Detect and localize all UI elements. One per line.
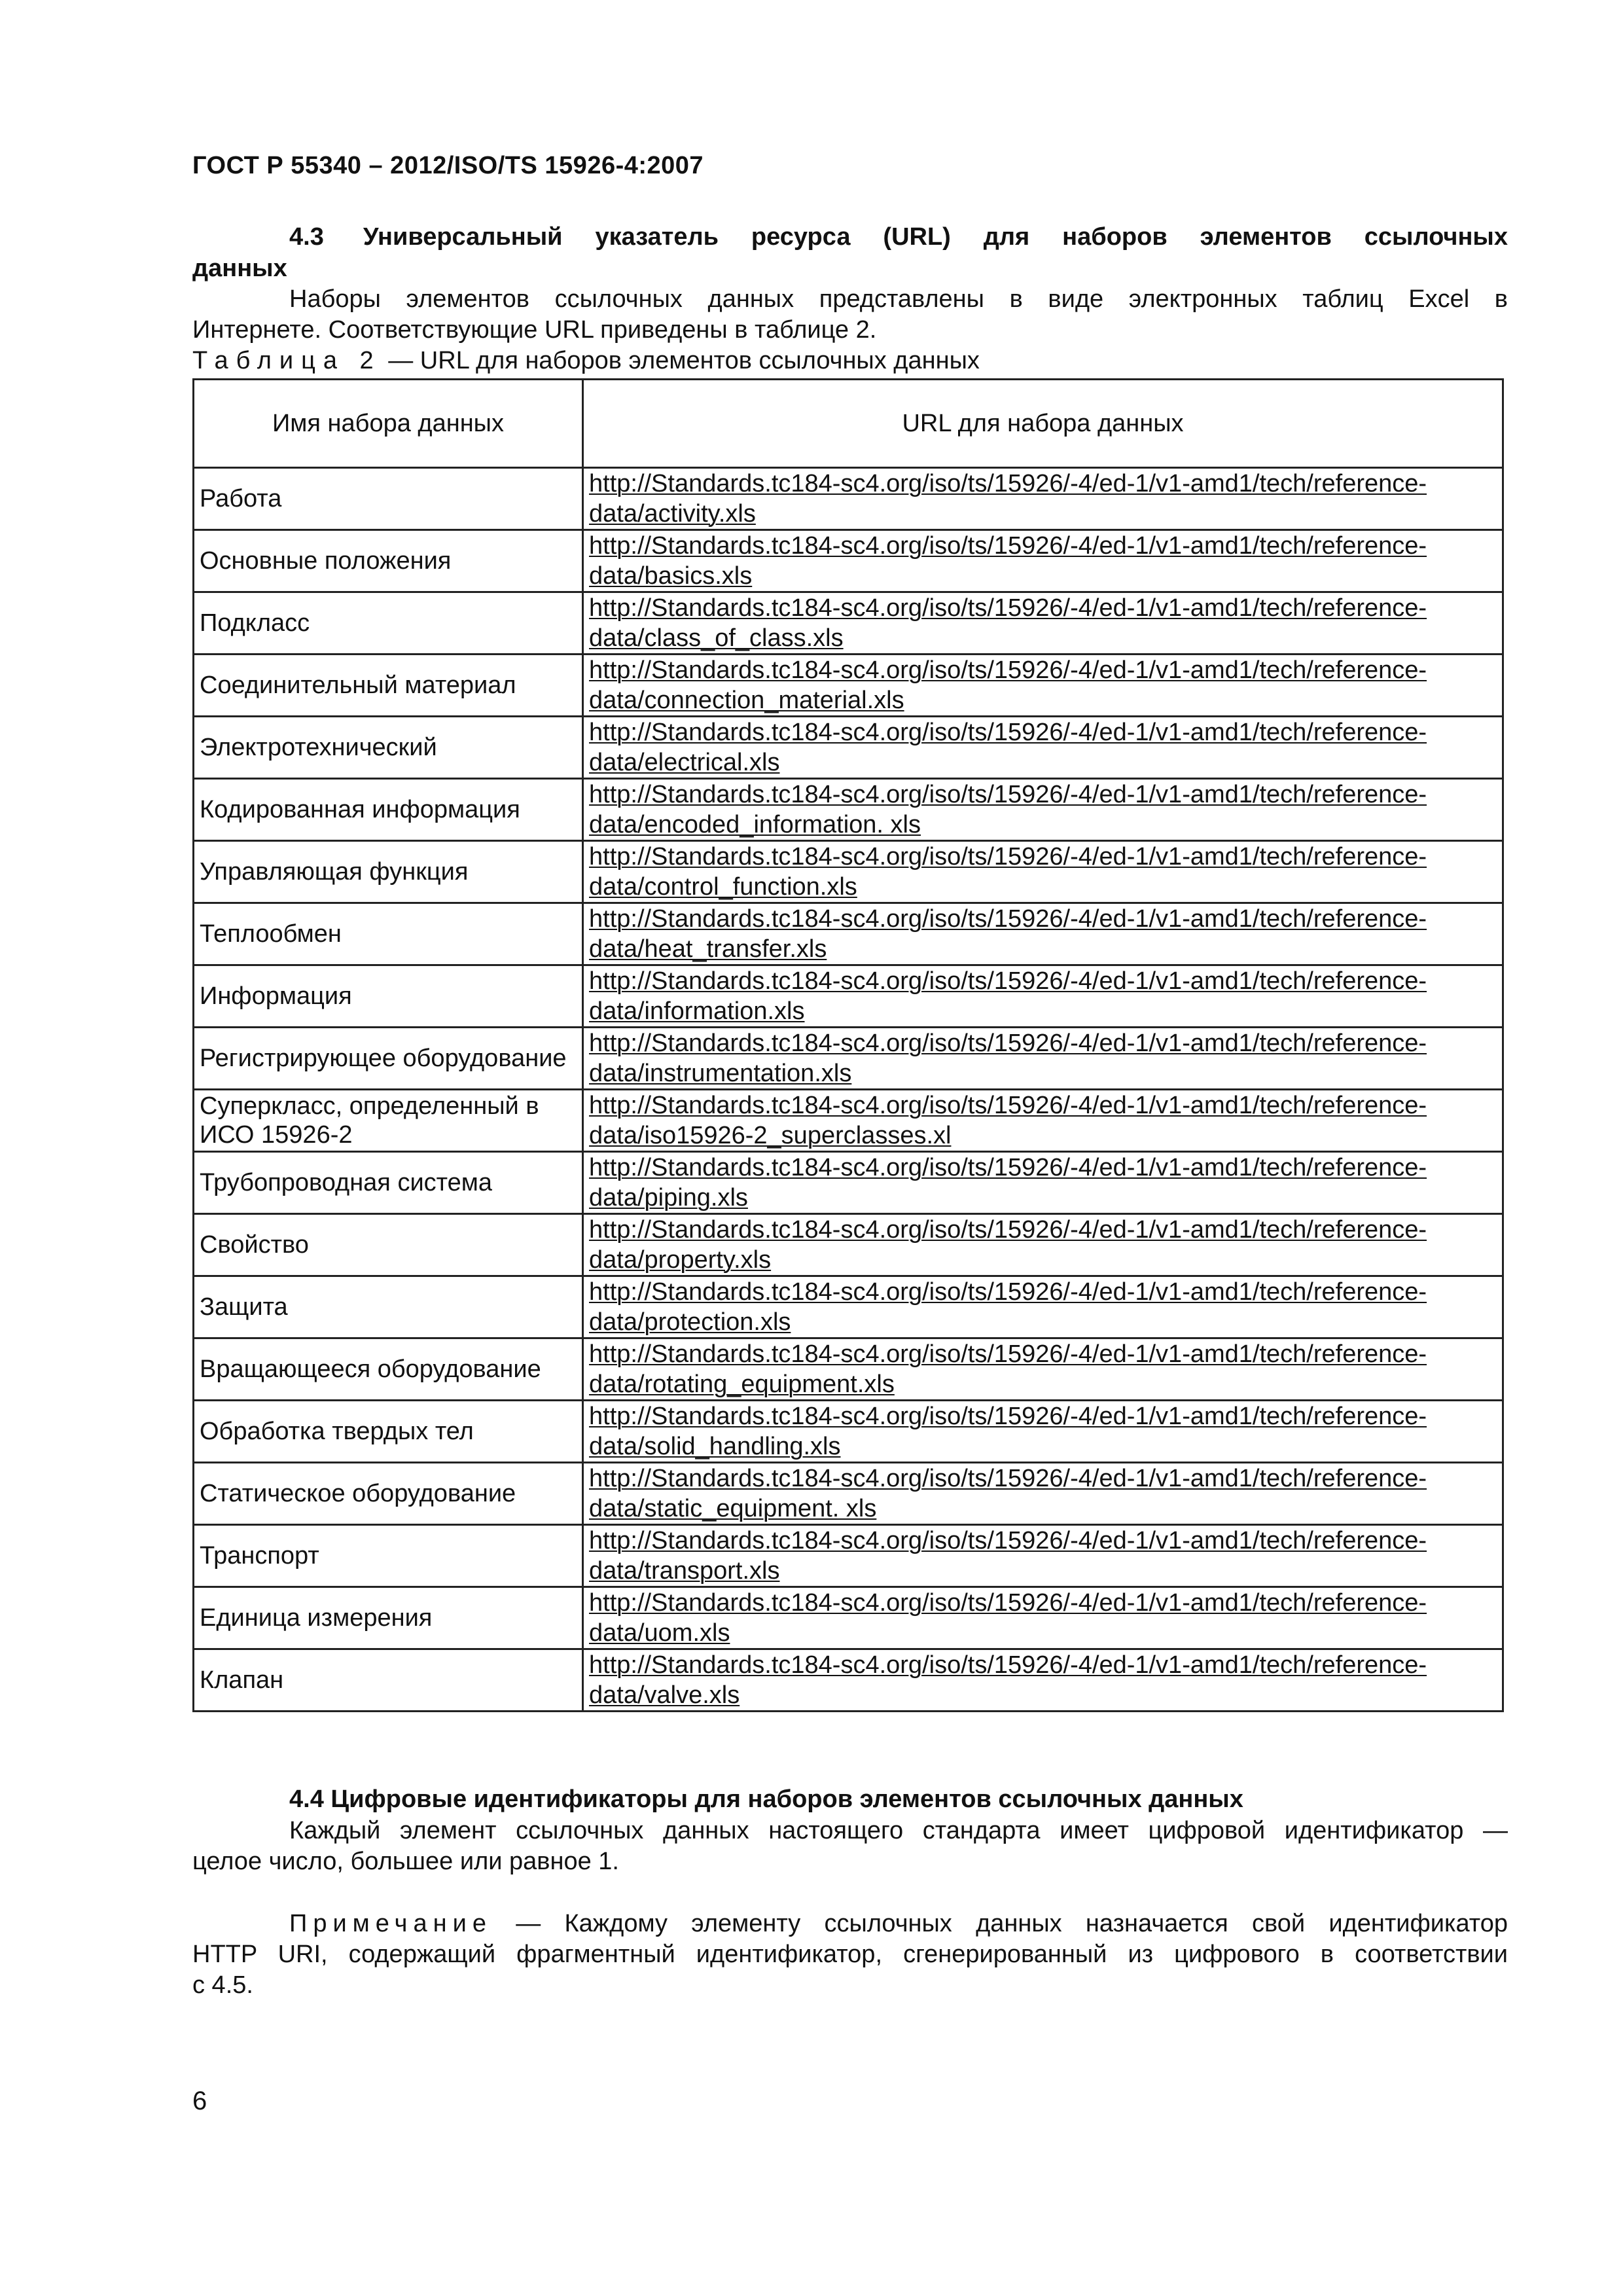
url-suffix: data/connection_material.xls: [589, 687, 904, 714]
column-header-name: Имя набора данных: [194, 380, 583, 468]
dataset-url-link[interactable]: [589, 655, 1497, 715]
url-prefix: http://Standards.tc184-sc4.org/iso/ts/15926/-4/ed-1/v1-amd1/tech/reference-: [589, 1465, 1427, 1492]
dataset-url-link[interactable]: [589, 1277, 1497, 1337]
url-suffix: data/iso15926-2_superclasses.xl: [589, 1122, 952, 1149]
table-row: [194, 1152, 1503, 1214]
dataset-url-cell: [583, 1587, 1503, 1649]
table-row: [194, 1338, 1503, 1401]
url-prefix: http://Standards.tc184-sc4.org/iso/ts/15926/-4/ed-1/v1-amd1/tech/reference-: [589, 594, 1427, 622]
dataset-name-cell: Соединительный материал: [194, 655, 583, 717]
dataset-url-link[interactable]: [589, 1153, 1497, 1213]
section-4-4-paragraph: [192, 1816, 1508, 1877]
dataset-url-link[interactable]: [589, 904, 1497, 964]
url-suffix: data/electrical.xls: [589, 749, 780, 776]
url-suffix: data/uom.xls: [589, 1619, 730, 1647]
dataset-name-cell: Работа: [194, 468, 583, 530]
url-prefix: http://Standards.tc184-sc4.org/iso/ts/15926/-4/ed-1/v1-amd1/tech/reference-: [589, 1403, 1427, 1430]
dataset-url-cell: [583, 1649, 1503, 1712]
dataset-name-cell: Электротехнический: [194, 717, 583, 779]
dataset-url-cell: [583, 841, 1503, 903]
url-suffix: data/static_equipment. xls: [589, 1495, 877, 1522]
section-4-4-heading: 4.4 Цифровые идентификаторы для наборов элементов ссылочных данных: [289, 1785, 1243, 1813]
url-prefix: http://Standards.tc184-sc4.org/iso/ts/15926/-4/ed-1/v1-amd1/tech/reference-: [589, 1651, 1427, 1679]
url-suffix: data/basics.xls: [589, 562, 753, 590]
dataset-name-cell: Суперкласс, определенный в ИСО 15926-2: [194, 1090, 583, 1152]
dataset-name-cell: Основные положения: [194, 530, 583, 592]
table-row: [194, 655, 1503, 717]
dataset-name-cell: Обработка твердых тел: [194, 1401, 583, 1463]
table-row: [194, 1214, 1503, 1276]
url-suffix: data/encoded_information. xls: [589, 811, 921, 838]
dataset-url-link[interactable]: [589, 1463, 1497, 1524]
table-body: [194, 468, 1503, 1712]
table-row: [194, 1463, 1503, 1525]
table-row: [194, 592, 1503, 655]
url-prefix: http://Standards.tc184-sc4.org/iso/ts/15926/-4/ed-1/v1-amd1/tech/reference-: [589, 1216, 1427, 1244]
url-prefix: http://Standards.tc184-sc4.org/iso/ts/15926/-4/ed-1/v1-amd1/tech/reference-: [589, 656, 1427, 684]
url-prefix: http://Standards.tc184-sc4.org/iso/ts/15926/-4/ed-1/v1-amd1/tech/reference-: [589, 905, 1427, 933]
dataset-url-link[interactable]: [589, 1588, 1497, 1648]
paragraph-line1: Наборы элементов ссылочных данных представлены в виде электронных таблиц Excel в: [289, 285, 1508, 313]
dataset-url-link[interactable]: [589, 1650, 1497, 1710]
table-row: [194, 965, 1503, 1028]
dataset-url-link[interactable]: [589, 469, 1497, 529]
table-row: [194, 468, 1503, 530]
dataset-url-link[interactable]: [589, 1090, 1497, 1151]
dataset-url-cell: [583, 1090, 1503, 1152]
section-4-3-title-line2: данных: [192, 255, 287, 282]
url-prefix: http://Standards.tc184-sc4.org/iso/ts/15926/-4/ed-1/v1-amd1/tech/reference-: [589, 1030, 1427, 1057]
url-prefix: http://Standards.tc184-sc4.org/iso/ts/15926/-4/ed-1/v1-amd1/tech/reference-: [589, 532, 1427, 560]
table-row: [194, 1028, 1503, 1090]
url-suffix: data/activity.xls: [589, 500, 756, 528]
dataset-url-cell: [583, 1463, 1503, 1525]
url-suffix: data/control_function.xls: [589, 873, 857, 901]
url-suffix: data/protection.xls: [589, 1308, 791, 1336]
dataset-name-cell: Вращающееся оборудование: [194, 1338, 583, 1401]
dataset-name-cell: Свойство: [194, 1214, 583, 1276]
url-table: [192, 378, 1504, 1712]
note-line3: с 4.5.: [192, 1971, 253, 1999]
dataset-url-link[interactable]: [589, 780, 1497, 840]
dataset-url-link[interactable]: [589, 966, 1497, 1026]
dataset-name-cell: Клапан: [194, 1649, 583, 1712]
url-suffix: data/class_of_class.xls: [589, 624, 844, 652]
dataset-url-cell: [583, 779, 1503, 841]
table-caption: [192, 346, 980, 376]
note-label: Примечание: [289, 1910, 492, 1937]
url-prefix: http://Standards.tc184-sc4.org/iso/ts/15926/-4/ed-1/v1-amd1/tech/reference-: [589, 470, 1427, 497]
dataset-url-link[interactable]: [589, 1526, 1497, 1586]
note: [192, 1909, 1508, 2001]
table-row: [194, 1090, 1503, 1152]
url-suffix: data/valve.xls: [589, 1681, 740, 1709]
dataset-name-cell: Защита: [194, 1276, 583, 1338]
dataset-name-cell: Транспорт: [194, 1525, 583, 1587]
page-header: ГОСТ Р 55340 – 2012/ISO/TS 15926-4:2007: [192, 152, 704, 179]
dataset-url-link[interactable]: [589, 842, 1497, 902]
dataset-name-cell: Трубопроводная система: [194, 1152, 583, 1214]
dataset-url-cell: [583, 1525, 1503, 1587]
paragraph-line2: Интернете. Соответствующие URL приведены в таблице 2.: [192, 316, 877, 344]
dataset-name-cell: Управляющая функция: [194, 841, 583, 903]
url-prefix: http://Standards.tc184-sc4.org/iso/ts/15926/-4/ed-1/v1-amd1/tech/reference-: [589, 967, 1427, 995]
dataset-url-cell: [583, 1152, 1503, 1214]
section-4-3-heading: [192, 221, 1508, 284]
url-suffix: data/heat_transfer.xls: [589, 935, 827, 963]
url-suffix: data/rotating_equipment.xls: [589, 1371, 895, 1398]
dataset-name-cell: Подкласс: [194, 592, 583, 655]
dataset-url-cell: [583, 468, 1503, 530]
dataset-url-cell: [583, 717, 1503, 779]
dataset-url-link[interactable]: [589, 593, 1497, 653]
section-4-3-title-line1: 4.3 Универсальный указатель ресурса (URL) для наборов элементов ссылочных: [289, 223, 1508, 251]
url-prefix: http://Standards.tc184-sc4.org/iso/ts/15926/-4/ed-1/v1-amd1/tech/reference-: [589, 1527, 1427, 1554]
table-row: [194, 903, 1503, 965]
dataset-url-cell: [583, 903, 1503, 965]
url-prefix: http://Standards.tc184-sc4.org/iso/ts/15926/-4/ed-1/v1-amd1/tech/reference-: [589, 1278, 1427, 1306]
dataset-url-cell: [583, 1028, 1503, 1090]
dataset-url-cell: [583, 592, 1503, 655]
dataset-url-cell: [583, 1276, 1503, 1338]
dataset-url-link[interactable]: [589, 1215, 1497, 1275]
url-prefix: http://Standards.tc184-sc4.org/iso/ts/15926/-4/ed-1/v1-amd1/tech/reference-: [589, 1154, 1427, 1181]
table-row: [194, 1649, 1503, 1712]
dataset-url-link[interactable]: [589, 717, 1497, 778]
dataset-name-cell: Статическое оборудование: [194, 1463, 583, 1525]
column-header-url: URL для набора данных: [583, 380, 1503, 468]
dataset-url-link[interactable]: [589, 531, 1497, 591]
url-prefix: http://Standards.tc184-sc4.org/iso/ts/15926/-4/ed-1/v1-amd1/tech/reference-: [589, 1340, 1427, 1368]
url-suffix: data/property.xls: [589, 1246, 772, 1274]
dataset-url-cell: [583, 1214, 1503, 1276]
table-row: [194, 1276, 1503, 1338]
note-line1: — Каждому элементу ссылочных данных назначается свой идентификатор: [491, 1910, 1508, 1937]
dataset-url-cell: [583, 530, 1503, 592]
dataset-name-cell: Информация: [194, 965, 583, 1028]
section-4-3-paragraph: [192, 284, 1508, 346]
dataset-url-link[interactable]: [589, 1401, 1497, 1462]
url-suffix: data/information.xls: [589, 997, 805, 1025]
table-row: [194, 1587, 1503, 1649]
dataset-url-cell: [583, 1338, 1503, 1401]
url-prefix: http://Standards.tc184-sc4.org/iso/ts/15926/-4/ed-1/v1-amd1/tech/reference-: [589, 781, 1427, 808]
url-suffix: data/piping.xls: [589, 1184, 748, 1211]
dataset-url-cell: [583, 965, 1503, 1028]
dataset-name-cell: Теплообмен: [194, 903, 583, 965]
dataset-name-cell: Кодированная информация: [194, 779, 583, 841]
table-row: [194, 1401, 1503, 1463]
url-prefix: http://Standards.tc184-sc4.org/iso/ts/15926/-4/ed-1/v1-amd1/tech/reference-: [589, 1589, 1427, 1617]
dataset-name-cell: Регистрирующее оборудование: [194, 1028, 583, 1090]
table-caption-text: — URL для наборов элементов ссылочных данных: [381, 347, 980, 374]
table-row: [194, 530, 1503, 592]
dataset-url-link[interactable]: [589, 1028, 1497, 1088]
dataset-name-cell: Единица измерения: [194, 1587, 583, 1649]
table-caption-label: Таблица 2: [192, 347, 382, 374]
url-prefix: http://Standards.tc184-sc4.org/iso/ts/15926/-4/ed-1/v1-amd1/tech/reference-: [589, 1092, 1427, 1119]
url-suffix: data/solid_handling.xls: [589, 1433, 841, 1460]
table-row: [194, 717, 1503, 779]
url-prefix: http://Standards.tc184-sc4.org/iso/ts/15926/-4/ed-1/v1-amd1/tech/reference-: [589, 719, 1427, 746]
dataset-url-cell: [583, 655, 1503, 717]
dataset-url-link[interactable]: [589, 1339, 1497, 1399]
page-number: 6: [192, 2087, 207, 2115]
table-row: [194, 841, 1503, 903]
paragraph-line2: целое число, большее или равное 1.: [192, 1848, 619, 1875]
paragraph-line1: Каждый элемент ссылочных данных настоящего стандарта имеет цифровой идентификатор —: [289, 1817, 1508, 1844]
dataset-url-cell: [583, 1401, 1503, 1463]
url-suffix: data/instrumentation.xls: [589, 1060, 852, 1087]
table-header-row: [194, 380, 1503, 468]
url-suffix: data/transport.xls: [589, 1557, 780, 1585]
section-number: 4.3: [289, 223, 324, 251]
note-line2: HTTP URI, содержащий фрагментный идентификатор, сгенерированный из цифрового в соответствии: [192, 1941, 1508, 1968]
url-prefix: http://Standards.tc184-sc4.org/iso/ts/15926/-4/ed-1/v1-amd1/tech/reference-: [589, 843, 1427, 870]
table-row: [194, 1525, 1503, 1587]
table-row: [194, 779, 1503, 841]
